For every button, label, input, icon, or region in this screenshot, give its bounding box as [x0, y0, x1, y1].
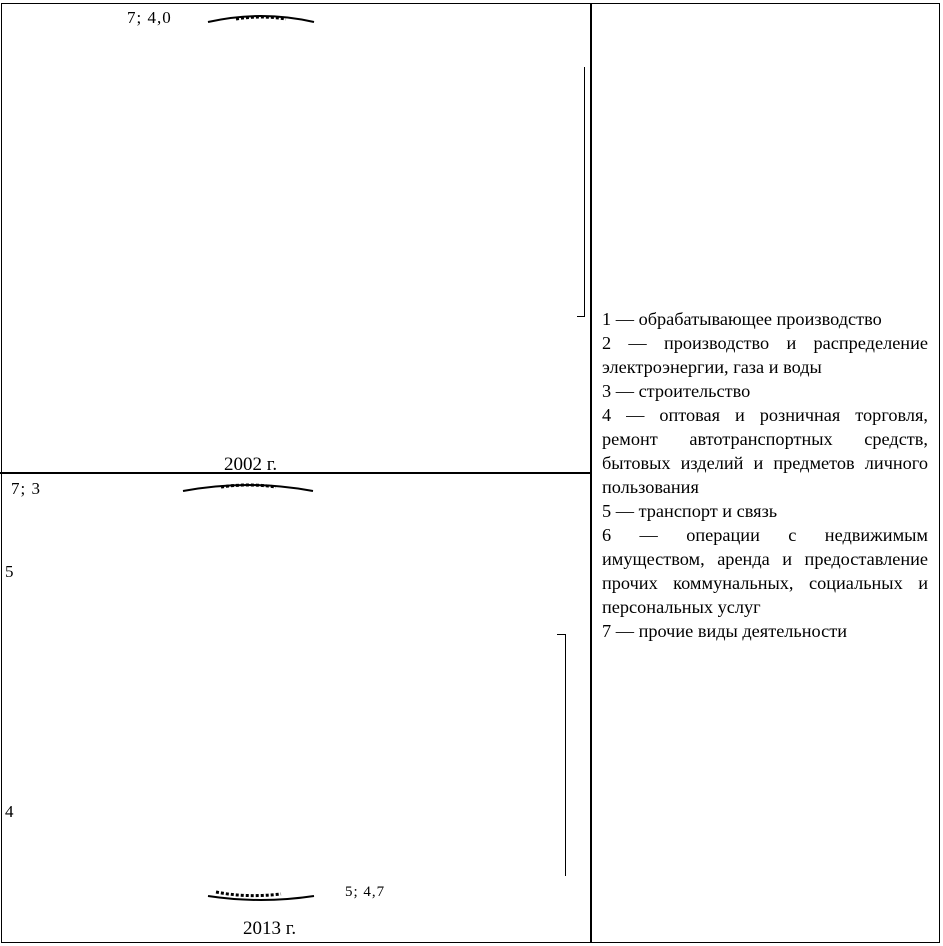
chart-panel-2002	[1, 4, 590, 472]
legend	[602, 307, 928, 643]
chart-2002-leader-tick	[577, 316, 585, 317]
chart-2013-label-5: 5	[5, 562, 15, 581]
chart-2013-arc-fragment	[181, 480, 316, 500]
chart-2013-year-label: 2013 г.	[243, 918, 297, 939]
chart-2002-arc-fragment	[206, 12, 316, 32]
legend-item-1: 1 — обрабатывающее производство	[602, 309, 882, 329]
chart-2013-bottom-label: 5; 4,7	[345, 884, 386, 900]
legend-item-5: 5 — транспорт и связь	[602, 501, 778, 521]
legend-item-3: 3 — строительство	[602, 381, 751, 401]
legend-item-6: 6 — операции с недвижимым имуществом, аренда и предоставление прочих коммунальных, социальных и персональных услуг	[602, 525, 928, 617]
chart-2013-leader-line	[565, 634, 566, 876]
chart-2002-year-label: 2002 г.	[224, 454, 278, 472]
chart-panel-2013	[1, 474, 590, 942]
chart-2002-top-label: 7; 4,0	[127, 8, 172, 27]
legend-item-4: 4 — оптовая и розничная торговля, ремонт автотранспортных средств, бытовых изделий и предметов личного пользования	[602, 405, 928, 497]
chart-2013-bottom-arc-fragment	[206, 886, 316, 906]
legend-item-2: 2 — производство и распределение электроэнергии, газа и воды	[602, 333, 928, 377]
legend-item-7: 7 — прочие виды деятельности	[602, 621, 848, 641]
chart-2002-leader-line	[584, 67, 585, 317]
chart-2013-top-label: 7; 3	[11, 479, 41, 498]
chart-2013-label-4: 4	[5, 802, 15, 821]
